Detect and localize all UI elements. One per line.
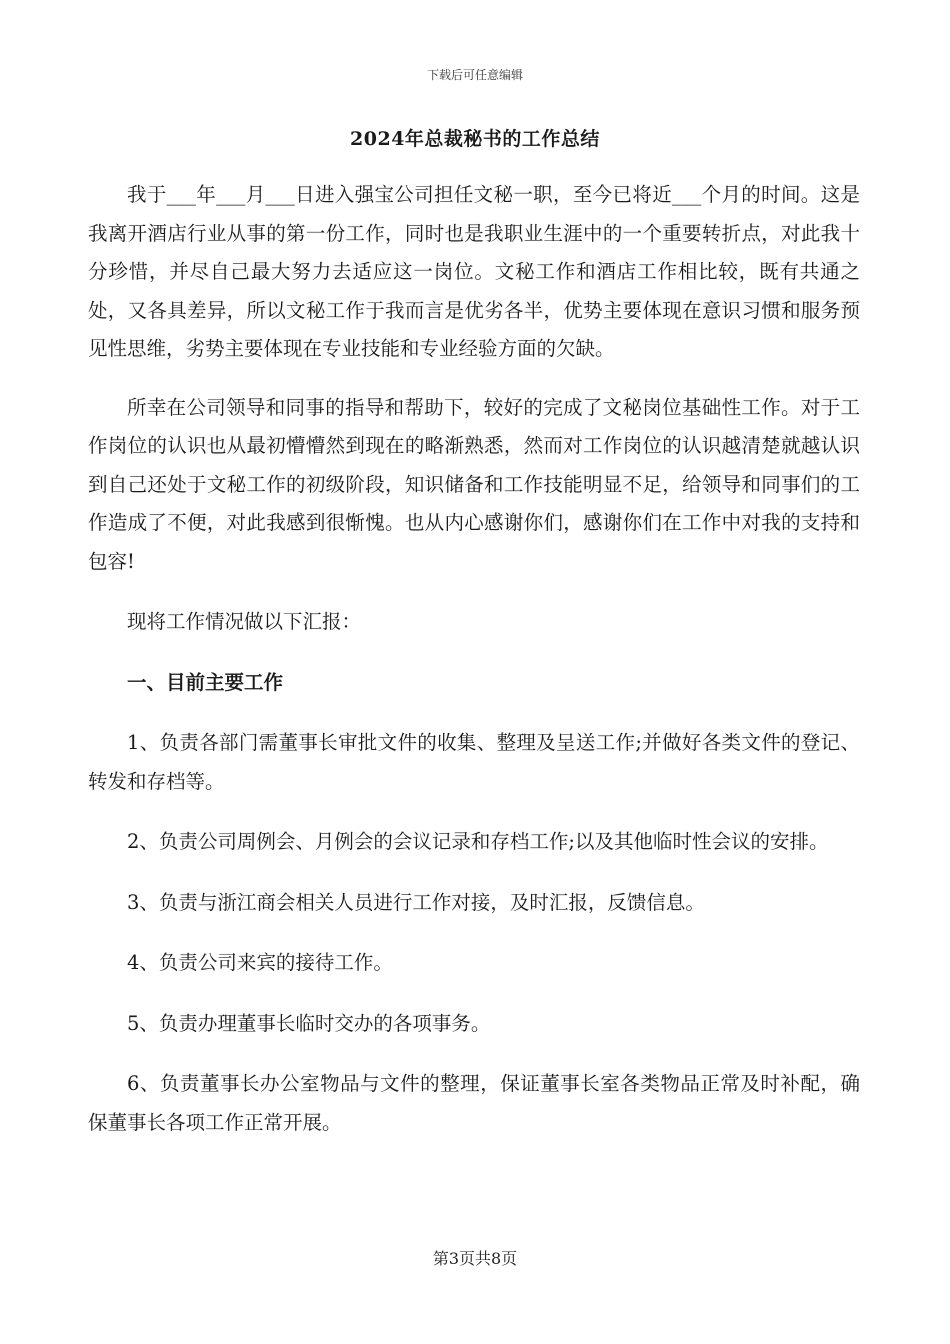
list-item: 3、负责与浙江商会相关人员进行工作对接，及时汇报，反馈信息。 [127,890,705,914]
paragraph-report-lead: 现将工作情况做以下汇报： [127,610,362,633]
document-title: 2024年总裁秘书的工作总结 [350,128,600,150]
document-body [88,176,860,1164]
page-footer: 第3页共8页 [432,1249,518,1268]
list-item: 2、负责公司周例会、月例会的会议记录和存档工作;以及其他临时性会议的安排。 [127,830,829,853]
list-item: 6、负责董事长办公室物品与文件的整理，保证董事长室各类物品正常及时补配，确保董事长各项工作正常开展。 [88,1072,860,1134]
paragraph-thanks: 所幸在公司领导和同事的指导和帮助下，较好的完成了文秘岗位基础性工作。对于工作岗位的认识也从最初懵懵然到现在的略渐熟悉，然而对工作岗位的认识越清楚就越认识到自己还处于文秘工作的初级阶段，知识储备和工作技能明显不足，给领导和同事们的工作造成了不便，对此我感到很惭愧。也从内心感谢你们，感谢你们在工作中对我的支持和包容! [88,395,860,573]
list-item: 5、负责办理董事长临时交办的各项事务。 [127,1011,491,1035]
list-item: 4、负责公司来宾的接待工作。 [127,951,393,974]
header-note: 下载后可任意编辑 [426,68,523,82]
list-item: 1、负责各部门需董事长审批文件的收集、整理及呈送工作;并做好各类文件的登记、转发和存档等。 [88,731,860,793]
paragraph-intro: 我于___年___月___日进入强宝公司担任文秘一职，至今已将近___个月的时间。这是我离开酒店行业从事的第一份工作，同时也是我职业生涯中的一个重要转折点，对此我十分珍惜，并尽自己最大努力去适应这一岗位。文秘工作和酒店工作相比较，既有共通之处，又各具差异，所以文秘工作于我而言是优劣各半，优势主要体现在意识习惯和服务预见性思维，劣势主要体现在专业技能和专业经验方面的欠缺。 [88,183,860,360]
section-heading: 一、目前主要工作 [127,670,284,694]
